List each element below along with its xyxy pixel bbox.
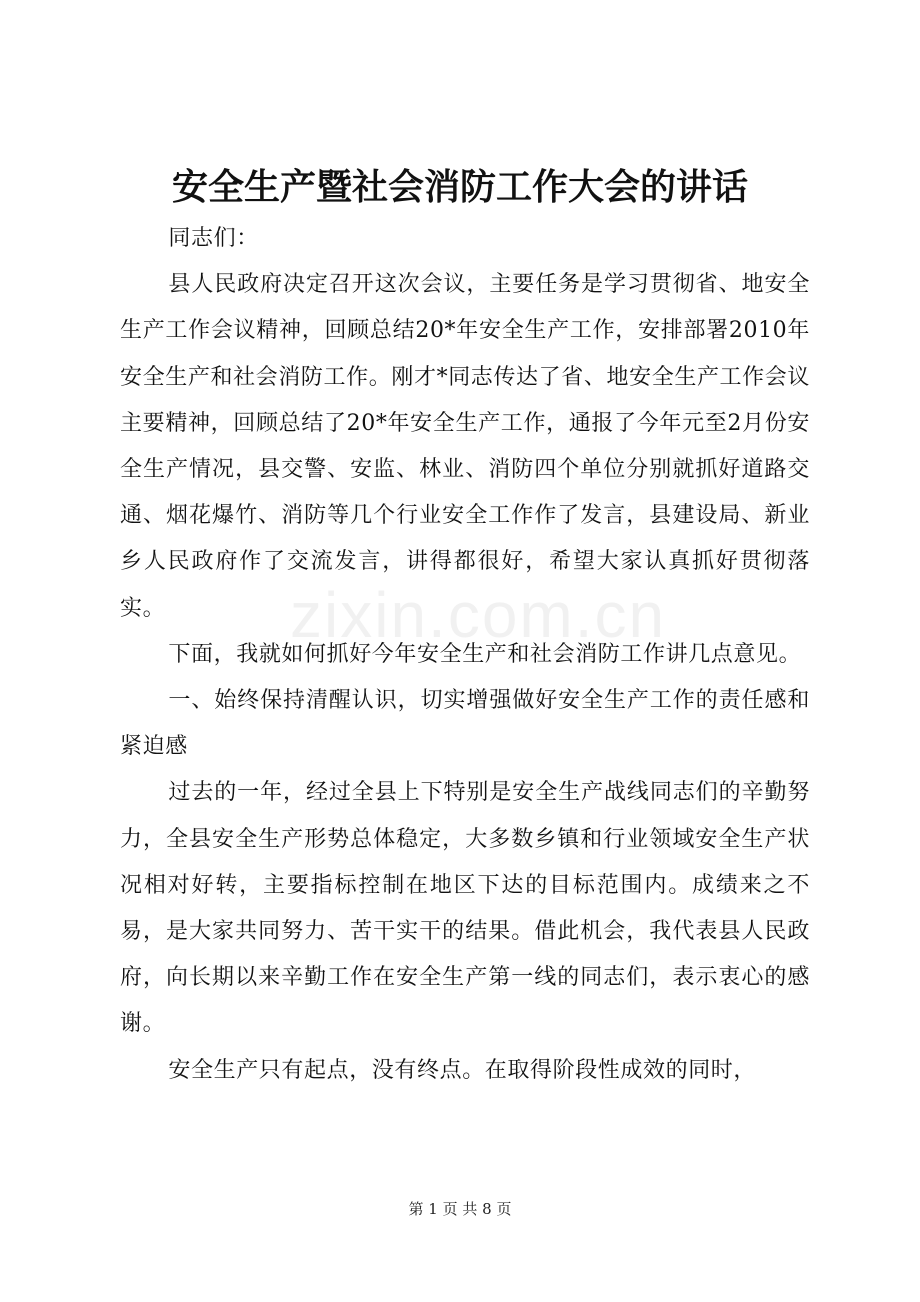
salutation-paragraph: 同志们：: [168, 226, 259, 251]
document-title: 安全生产暨社会消防工作大会的讲话: [171, 166, 748, 208]
body-paragraph-4: 安全生产只有起点，没有终点。在取得阶段性成效的同时，: [168, 1057, 756, 1083]
watermark-text: zixin.com.cn: [290, 579, 667, 651]
document-body: [120, 216, 810, 1094]
body-paragraph-3: 过去的一年，经过全县上下特别是安全生产战线同志们的辛勤努力，全县安全生产形势总体稳定，大多数乡镇和行业领域安全生产状况相对好转，主要指标控制在地区下达的目标范围内。成绩来之不易，是大家共同努力、苦干实干的结果。借此机会，我代表县人民政府，向长期以来辛勤工作在安全生产第一线的同志们，表示衷心的感谢。: [120, 780, 810, 1037]
body-paragraph-1: 县人民政府决定召开这次会议，主要任务是学习贯彻省、地安全生产工作会议精神，回顾总结20*年安全生产工作，安排部署2010年安全生产和社会消防工作。刚才*同志传达了省、地安全生产工作会议主要精神，回顾总结了20*年安全生产工作，通报了今年元至2月份安全生产情况，县交警、安监、林业、消防四个单位分别就抓好道路交通、烟花爆竹、消防等几个行业安全工作作了发言，县建设局、新业乡人民政府作了交流发言，讲得都很好，希望大家认真抓好贯彻落实。: [120, 272, 810, 621]
section-heading-1: 一、始终保持清醒认识，切实增强做好安全生产工作的责任感和紧迫感: [120, 688, 810, 760]
body-paragraph-2: 下面，我就如何抓好今年安全生产和社会消防工作讲几点意见。: [168, 641, 802, 667]
page-footer: 第 1 页 共 8 页: [408, 1200, 512, 1218]
